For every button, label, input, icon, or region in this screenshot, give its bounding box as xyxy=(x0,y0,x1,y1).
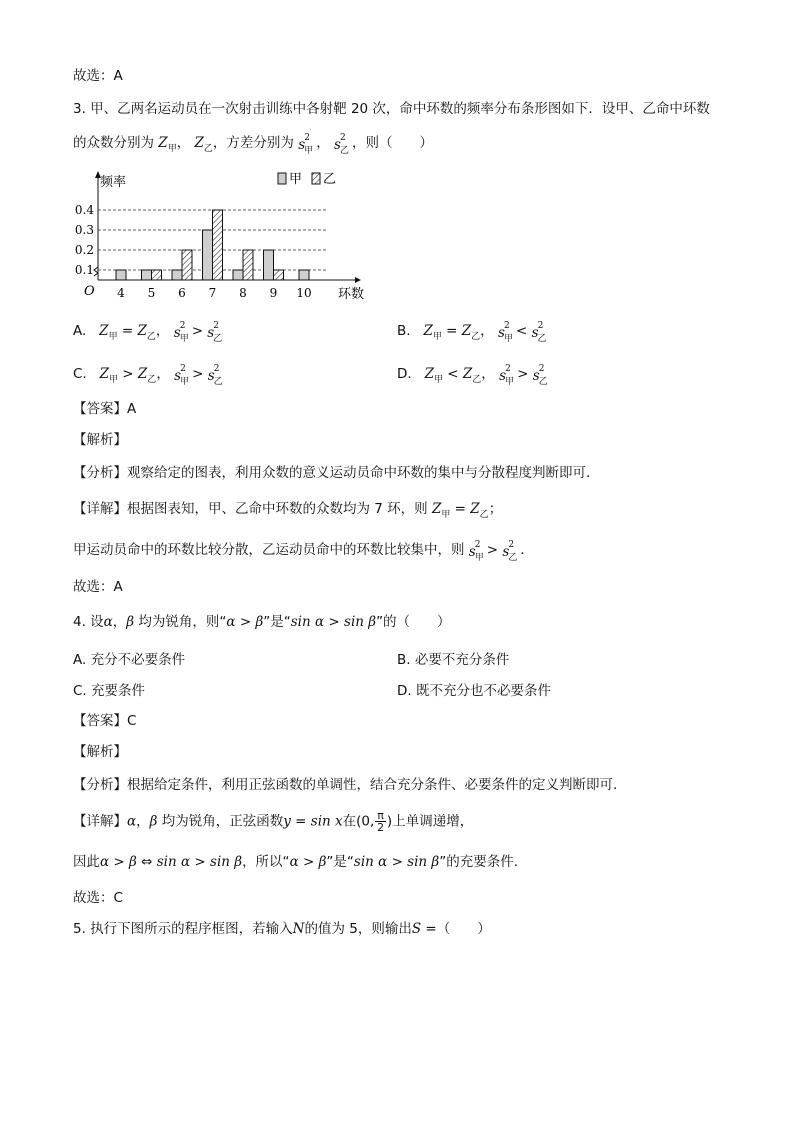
q4-answer: 【答案】C xyxy=(73,713,137,729)
y-axis-label: 频率 xyxy=(100,175,127,190)
x-tick-label: 5 xyxy=(147,286,156,300)
q4-fenxi: 【分析】根据给定条件，利用正弦函数的单调性，结合充分条件、必要条件的定义判断即可. xyxy=(73,777,618,793)
q3-option-c[interactable]: C. $Z_甲 > Z_乙$， s 2 甲 > s 2 乙 xyxy=(73,364,223,387)
x-tick-label: 6 xyxy=(178,286,186,300)
x-axis-arrow xyxy=(355,277,361,283)
q4-xiangjie: 【详解】α，β 均为锐角，正弦函数y = sin x在(0, $\frac{\pi}{2}$ )上单调递增， xyxy=(73,809,474,834)
x-axis-label: 环数 xyxy=(338,287,365,302)
q4-option-a[interactable]: A. 充分不必要条件 xyxy=(73,652,186,668)
y-tick-label: 0.4 xyxy=(74,203,94,217)
bar-jia xyxy=(172,270,182,280)
q3-analysis-heading: 【解析】 xyxy=(73,432,127,448)
legend-swatch-yi xyxy=(312,173,320,184)
q3-xiangjie: 【详解】根据图表知，甲、乙命中环数的众数均为 7 环，则 $Z_甲 = Z_乙$； xyxy=(73,501,503,520)
x-tick-label: 10 xyxy=(296,286,312,300)
bar-jia xyxy=(233,270,243,280)
bar-yi xyxy=(182,250,192,280)
legend-swatch-jia xyxy=(278,173,286,184)
bar-jia xyxy=(203,230,213,280)
q4-option-c[interactable]: C. 充要条件 xyxy=(73,683,146,699)
q3-detail-line2: 甲运动员命中的环数比较分散，乙运动员命中的环数比较集中，则 s 2 甲 > s 2 乙 ． xyxy=(73,540,534,563)
q3-answer: 【答案】A xyxy=(73,401,137,417)
q4-option-d[interactable]: D. 既不充分也不必要条件 xyxy=(397,683,551,699)
bar-jia xyxy=(299,270,309,280)
x-tick-label: 4 xyxy=(117,286,125,300)
q3-stem-line2: 的众数分别为 $Z_甲$， $Z_乙$，方差分别为 s 2 甲 ， s 2 乙 ，则（ ） xyxy=(73,133,433,156)
x-tick-label: 9 xyxy=(269,286,278,300)
bar-yi xyxy=(243,250,253,280)
q3-fenxi: 【分析】观察给定的图表，利用众数的意义运动员命中环数的集中与分散程度判断即可. xyxy=(73,465,591,481)
bar-jia xyxy=(116,270,126,280)
bar-yi xyxy=(274,270,284,280)
q4-option-b[interactable]: B. 必要不充分条件 xyxy=(397,652,510,668)
axis-break xyxy=(94,267,98,276)
q3-option-a[interactable]: A. $Z_甲 = Z_乙$， s 2 甲 > s 2 乙 xyxy=(73,321,223,344)
bar-jia xyxy=(142,270,152,280)
x-tick-label: 8 xyxy=(239,286,247,300)
bar-jia xyxy=(264,250,274,280)
q3-option-b[interactable]: B. $Z_甲 = Z_乙$， s 2 甲 < s 2 乙 xyxy=(397,321,547,344)
q4-stem: 4. 设α，β 均为锐角，则“α > β”是“sin α > sin β”的（ ） xyxy=(73,614,451,630)
q3-stem-line1: 3. 甲、乙两名运动员在一次射击训练中各射靶 20 次，命中环数的频率分布条形图如下．设甲、乙命中环数 xyxy=(73,101,710,117)
y-tick-label: 0.2 xyxy=(74,243,94,257)
q4-final-answer: 故选：C xyxy=(73,890,123,906)
legend-label-yi: 乙 xyxy=(323,172,337,187)
frequency-bar-chart xyxy=(70,168,380,303)
q3-final-answer: 故选：A xyxy=(73,579,123,595)
q3-option-d[interactable]: D. $Z_甲 < Z_乙$， s 2 甲 > s 2 乙 xyxy=(397,364,548,387)
legend-label-jia: 甲 xyxy=(289,172,303,187)
q4-detail-line2: 因此α > β ⇔ sin α > sin β，所以“α > β”是“sin α > sin β”的充要条件. xyxy=(73,854,519,870)
origin-label: O xyxy=(84,284,95,299)
bar-yi xyxy=(213,210,223,280)
bar-yi xyxy=(152,270,162,280)
y-tick-label: 0.1 xyxy=(74,263,94,277)
q5-stem: 5. 执行下图所示的程序框图，若输入N的值为 5，则输出S =（ ） xyxy=(73,921,491,937)
x-tick-label: 7 xyxy=(208,286,217,300)
y-tick-label: 0.3 xyxy=(74,223,94,237)
previous-answer: 故选：A xyxy=(73,68,123,84)
q4-analysis-heading: 【解析】 xyxy=(73,744,127,760)
